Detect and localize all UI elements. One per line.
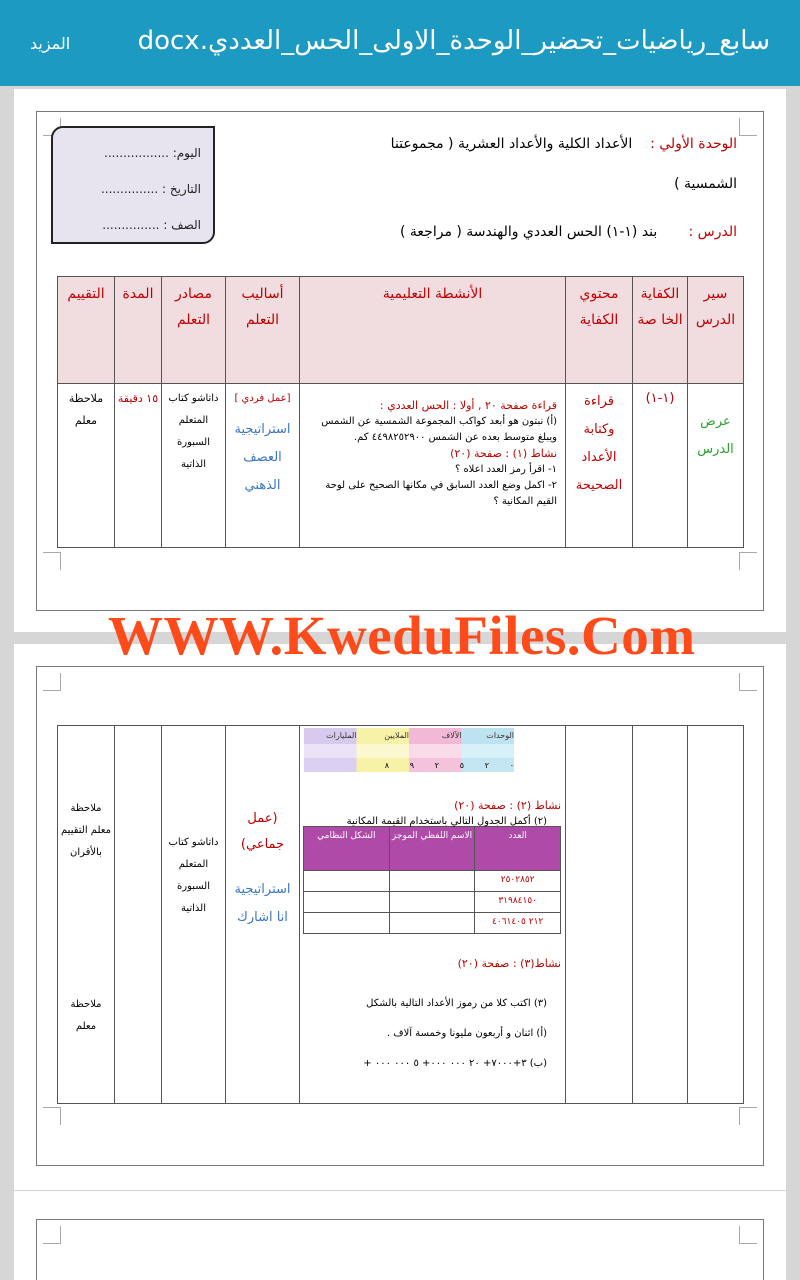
- watermark-text: WWW.KweduFiles.Com: [108, 605, 696, 666]
- activity3-b: (ب) ٣+٧٠٠٠+ ٢٠ ٠٠٠ ٠٠٠+ ٥ ٠٠٠ ٠٠٠ +: [363, 1058, 547, 1069]
- pv-thousands: الآلاف: [441, 731, 462, 740]
- activity-text: (أ) نبتون هو أبعد كواكب المجموعة الشمسية عن الشمس ويبلغ متوسط بعده عن الشمس ٤٤٩٨٢٥٢٩٠٠ كم.: [321, 416, 557, 443]
- activity-q1: ١- اقرأ رمز العدد اعلاه ؟: [454, 464, 557, 475]
- cell-duration: ١٥ دقيقة: [115, 384, 162, 548]
- pv-units: الوحدات: [486, 731, 514, 740]
- lesson-plan-table: [57, 276, 744, 548]
- unit-label: الوحدة الأولي :: [650, 136, 737, 152]
- header-methods: أساليب التعلم: [226, 277, 300, 384]
- unit-heading: [391, 136, 737, 152]
- pv-digit: ٥: [459, 761, 464, 770]
- document-page-2: [14, 644, 786, 1190]
- info-box: [51, 126, 215, 244]
- activity2-title: نشاط (٢) : صفحة (٢٠): [454, 799, 561, 812]
- inner-value: ٣١٩٨٤١٥٠: [475, 892, 561, 913]
- pv-digit: ٨: [384, 761, 389, 770]
- cell-evaluation-2: [58, 726, 115, 1104]
- pv-digit: ٢: [484, 761, 489, 770]
- pv-digit: ٢: [434, 761, 439, 770]
- date-field: التاريخ : ...............: [100, 182, 201, 196]
- cell-flow: عرض الدرس: [688, 384, 744, 548]
- activity-title: قراءة صفحة ٢٠ , أولا : الحس العددي :: [379, 399, 557, 412]
- pv-millions: الملايين: [384, 731, 409, 740]
- header-competency: الكفاية الخا صة: [633, 277, 688, 384]
- method-name: استراتيجية العصف الذهني: [234, 422, 291, 493]
- cell-methods: [226, 384, 300, 548]
- evaluation-teacher: ملاحظة معلم: [70, 999, 102, 1032]
- header-resources: مصادر التعلم: [162, 277, 226, 384]
- activity3-text: (٣) اكتب كلا من رموز الأعداد التالية بالشكل: [366, 998, 547, 1009]
- cell-competency: (١-١): [633, 384, 688, 548]
- day-field: اليوم: .................: [104, 146, 201, 160]
- pv-billions: المليارات: [326, 731, 357, 740]
- cell-flow-2: [688, 726, 744, 1104]
- place-value-table: [303, 826, 561, 934]
- unit-text-cont: الشمسية ): [674, 176, 737, 192]
- document-title: سابع_رياضيات_تحضير_الوحدة_الاولى_الحس_العددي.docx: [137, 26, 770, 56]
- cell-content: قراءة وكتابة الأعداد الصحيحة: [566, 384, 633, 548]
- method-tag: [عمل فردي ]: [234, 393, 291, 404]
- inner-header-number: العدد: [475, 827, 561, 871]
- cell-methods-2: [226, 726, 300, 1104]
- pv-digit: ٠: [509, 761, 514, 770]
- cell-duration-2: [115, 726, 162, 1104]
- activity3-a: (أ) اثنان و أربعون مليونا وخمسة آلاف .: [386, 1028, 547, 1039]
- place-value-chart: [304, 728, 561, 776]
- lesson-label: الدرس :: [688, 224, 737, 240]
- activity-q2: ٢- اكمل وضع العدد السابق في مكانها الصحيح على لوحة القيم المكانية ؟: [325, 480, 557, 507]
- activity-sub: نشاط (١) : صفحة (٢٠): [450, 447, 557, 460]
- pv-digit: ٩: [409, 761, 414, 770]
- page-border: [36, 1219, 764, 1280]
- header-evaluation: التقييم: [58, 277, 115, 384]
- header-flow: سير الدرس: [688, 277, 744, 384]
- unit-text: الأعداد الكلية والأعداد العشرية ( مجموعتنا: [390, 136, 633, 152]
- cell-content-2: [566, 726, 633, 1104]
- inner-value: ٢٥٠٢٨٥٢: [475, 871, 561, 892]
- more-button[interactable]: المزيد: [30, 34, 71, 53]
- app-bar: [0, 0, 800, 86]
- page-border: [36, 666, 764, 1166]
- lesson-text: بند (١-١) الحس العددي والهندسة ( مراجعة ): [400, 224, 658, 240]
- page-border: [36, 111, 764, 611]
- lesson-heading: [217, 220, 737, 240]
- cell-evaluation: ملاحظة معلم: [58, 384, 115, 548]
- activity2-text: (٢) أكمل الجدول التالي باستخدام القيمة المكانية: [346, 816, 547, 827]
- evaluation-peer: ملاحظة معلم التقييم بالأقران: [61, 803, 111, 858]
- inner-header-verbal: الاسم اللفظي الموجز: [389, 827, 475, 871]
- inner-header-standard: الشكل النظامي: [304, 827, 390, 871]
- cell-competency-2: [633, 726, 688, 1104]
- cell-resources: داتاشو كتاب المتعلم السبورة الذاتية: [162, 384, 226, 548]
- header-content: محتوي الكفاية: [566, 277, 633, 384]
- cell-activities-2: [300, 726, 566, 1104]
- method-tag-2: (عمل جماعي): [240, 811, 285, 852]
- document-page-1: [14, 89, 786, 632]
- cell-activities: [300, 384, 566, 548]
- lesson-plan-table-cont: [57, 725, 744, 1104]
- class-field: الصف : ...............: [102, 218, 201, 232]
- inner-value: ٢١٢ ٤٠٦١٤٠٥: [475, 913, 561, 934]
- method-name-2: استراتيجية انا اشارك: [234, 882, 291, 925]
- activity3-title: نشاط(٣) : صفحة (٢٠): [457, 957, 561, 970]
- header-activities: الأنشطة التعليمية: [300, 277, 566, 384]
- cell-resources-2: داتاشو كتاب المتعلم السبورة الذاتية: [162, 726, 226, 1104]
- document-page-3: [14, 1191, 786, 1280]
- header-duration: المدة: [115, 277, 162, 384]
